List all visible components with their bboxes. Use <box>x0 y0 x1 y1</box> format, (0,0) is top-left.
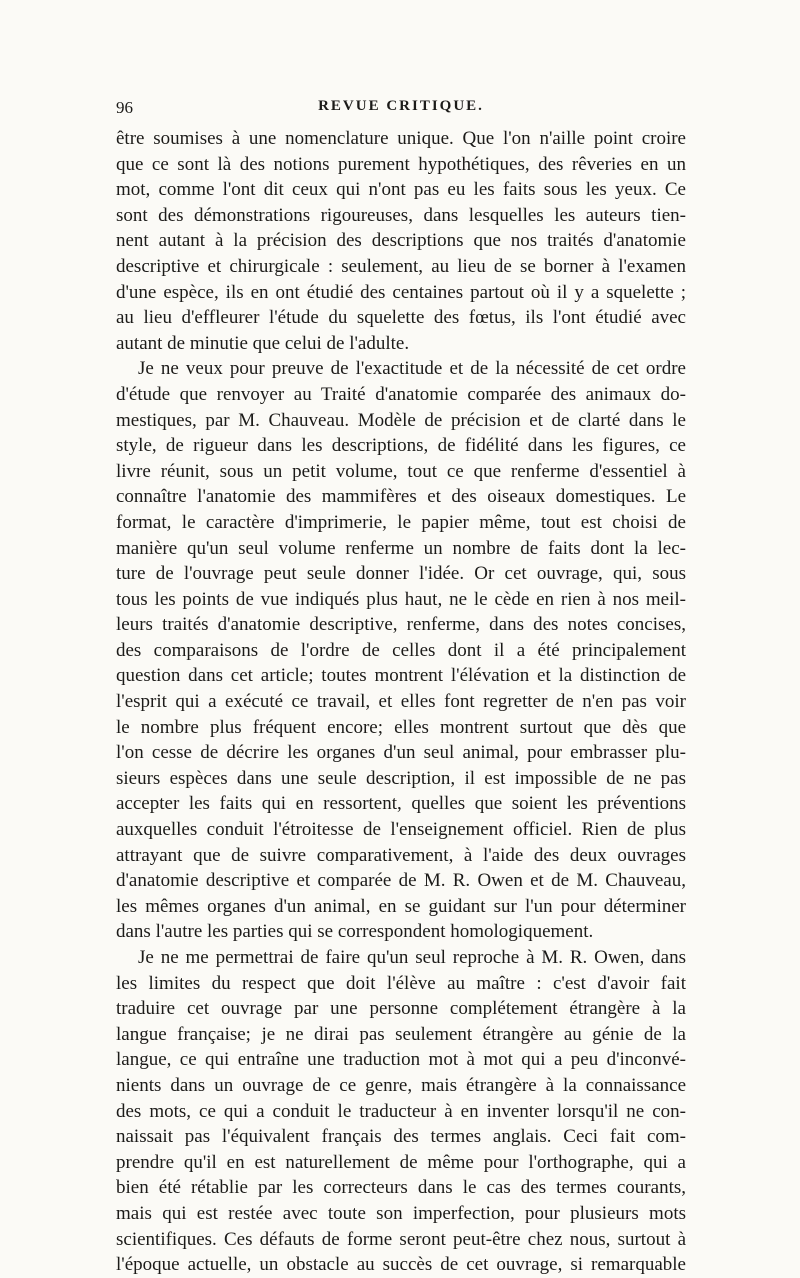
text-line: Je ne veux pour preuve de l'exactitude et de la nécessité de cet ordre <box>138 358 686 380</box>
text-line: les mêmes organes d'un animal, en se guidant sur l'un pour déterminer <box>116 895 686 917</box>
text-line: naissait pas l'équivalent français des termes anglais. Ceci fait com- <box>116 1126 686 1148</box>
text-line: langue, ce qui entraîne une traduction mot à mot qui a peu d'inconvé- <box>116 1049 686 1071</box>
text-line: mais qui est restée avec toute son imperfection, pour plusieurs mots <box>116 1202 686 1224</box>
text-line: leurs traités d'anatomie descriptive, renferme, dans des notes concises, <box>116 614 686 636</box>
text-line: au lieu d'effleurer l'étude du squelette des fœtus, ils l'ont étudié avec <box>116 307 686 329</box>
text-line: livre réunit, sous un petit volume, tout ce que renferme d'essentiel à <box>116 460 686 482</box>
text-line: autant de minutie que celui de l'adulte. <box>116 332 410 354</box>
text-line: attrayant que de suivre comparativement, à l'aide des deux ouvrages <box>116 844 686 866</box>
text-line: le nombre plus fréquent encore; elles montrent surtout que dès que <box>116 716 686 738</box>
text-line: tous les points de vue indiqués plus haut, ne le cède en rien à nos meil- <box>116 588 686 610</box>
text-line: dans l'autre les parties qui se correspondent homologiquement. <box>116 921 594 943</box>
body-text <box>116 126 686 1278</box>
text-line: nients dans un ouvrage de ce genre, mais étrangère à la connaissance <box>116 1074 686 1096</box>
text-line: accepter les faits qui en ressortent, quelles que soient les préventions <box>116 793 686 815</box>
text-line: traduire cet ouvrage par une personne complétement étrangère à la <box>116 998 686 1020</box>
text-line: auxquelles conduit l'étroitesse de l'enseignement officiel. Rien de plus <box>116 819 686 841</box>
text-line: l'époque actuelle, un obstacle au succès de cet ouvrage, si remarquable <box>116 1254 686 1276</box>
page-number: 96 <box>116 98 133 117</box>
running-head: REVUE CRITIQUE. <box>318 98 484 114</box>
text-line: l'on cesse de décrire les organes d'un seul animal, pour embrasser plu- <box>116 742 686 764</box>
text-line: d'étude que renvoyer au Traité d'anatomie comparée des animaux do- <box>116 383 686 405</box>
text-line: nent autant à la précision des descriptions que nos traités d'anatomie <box>116 230 686 252</box>
text-line: des comparaisons de l'ordre de celles dont il a été principalement <box>116 639 686 661</box>
text-line: d'une espèce, ils en ont étudié des centaines partout où il y a squelette ; <box>116 281 686 303</box>
text-line: sieurs espèces dans une seule description, il est impossible de ne pas <box>116 767 686 789</box>
text-line: prendre qu'il en est naturellement de même pour l'orthographe, qui a <box>116 1151 686 1173</box>
text-line: d'anatomie descriptive et comparée de M. R. Owen et de M. Chauveau, <box>116 870 686 892</box>
text-line: des mots, ce qui a conduit le traducteur à en inventer lorsqu'il ne con- <box>116 1100 686 1122</box>
text-line: l'esprit qui a exécuté ce travail, et elles font regretter de n'en pas voir <box>116 691 686 713</box>
text-line: connaître l'anatomie des mammifères et des oiseaux domestiques. Le <box>116 486 686 508</box>
text-line: question dans cet article; toutes montrent l'élévation et la distinction de <box>116 665 686 687</box>
text-line: Je ne me permettrai de faire qu'un seul reproche à M. R. Owen, dans <box>138 947 686 968</box>
text-line: manière qu'un seul volume renferme un nombre de faits dont la lec- <box>116 537 686 559</box>
text-line: mestiques, par M. Chauveau. Modèle de précision et de clarté dans le <box>116 409 686 431</box>
text-line: descriptive et chirurgicale : seulement, au lieu de se borner à l'examen <box>116 255 686 277</box>
text-line: langue française; je ne dirai pas seulement étrangère au génie de la <box>116 1023 686 1045</box>
text-line: style, de rigueur dans les descriptions, de fidélité dans les figures, ce <box>116 435 686 457</box>
text-line: bien été rétablie par les correcteurs dans le cas des termes courants, <box>116 1177 686 1199</box>
text-line: format, le caractère d'imprimerie, le papier même, tout est choisi de <box>116 511 686 533</box>
text-line: les limites du respect que doit l'élève au maître : c'est d'avoir fait <box>116 972 686 994</box>
text-line: ture de l'ouvrage peut seule donner l'idée. Or cet ouvrage, qui, sous <box>116 563 686 585</box>
text-line: mot, comme l'ont dit ceux qui n'ont pas eu les faits sous les yeux. Ce <box>116 179 686 201</box>
text-line: sont des démonstrations rigoureuses, dans lesquelles les auteurs tien- <box>116 204 686 226</box>
text-line: que ce sont là des notions purement hypothétiques, des rêveries en un <box>116 153 686 175</box>
text-line: être soumises à une nomenclature unique. Que l'on n'aille point croire <box>116 128 686 149</box>
page-header <box>116 98 686 124</box>
text-line: scientifiques. Ces défauts de forme seront peut-être chez nous, surtout à <box>116 1228 686 1250</box>
